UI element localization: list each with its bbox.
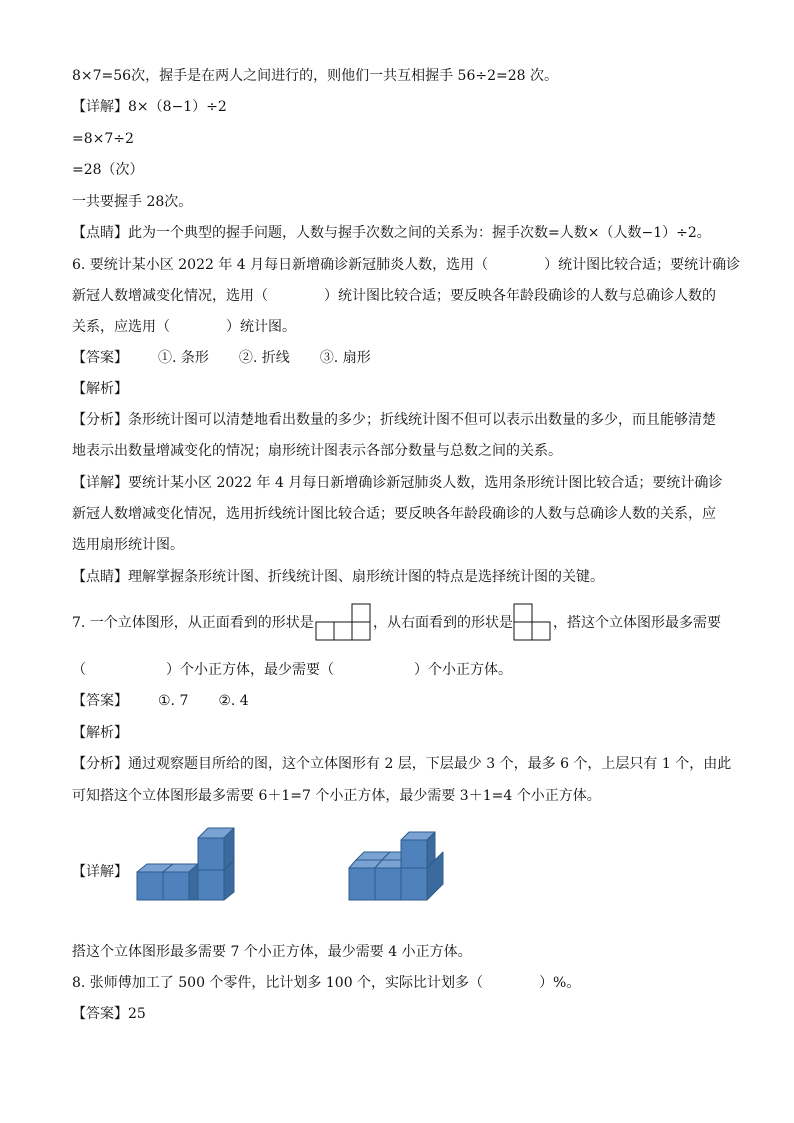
q6-text-c: 新冠人数增减变化情况，选用（ [72, 288, 268, 304]
q7-answer [72, 691, 249, 711]
q6-text-b: ）统计图比较合适；要统计确诊 [544, 257, 741, 273]
q8-answer-value: 25 [128, 1006, 146, 1022]
comment-text: 此为一个典型的握手问题，人数与握手次数之间的关系为：握手次数=人数×（人数−1）÷2。 [128, 225, 711, 241]
q8-text-b: ）%。 [539, 975, 581, 991]
q7-answer-1: ①. 7 [158, 693, 189, 709]
q7-text-c: ，搭这个立体图形最多需要 [553, 615, 721, 631]
prev-conclusion: 一共要握手 28次。 [72, 194, 193, 210]
q7-fenxi-1 [72, 754, 731, 774]
q7-text-b: ，从右面看到的形状是 [373, 615, 513, 631]
prev-detail [72, 97, 227, 117]
cube-face-front [198, 838, 224, 870]
fenxi-label: 【分析】 [72, 412, 128, 428]
q6-line3 [72, 317, 296, 337]
cube-face-front [375, 868, 401, 900]
q6-answer [72, 348, 371, 368]
answer-label: 【答案】 [72, 693, 128, 709]
cube-figure-left [134, 822, 244, 904]
q7-text-e: ）个小正方体，最少需要（ [166, 662, 334, 678]
cube-face-front [163, 872, 189, 900]
q6-fenxi-text-1: 条形统计图可以清楚地看出数量的多少；折线统计图不但可以表示出数量的多少，而且能够清楚 [128, 412, 716, 428]
q6-fenxi-1 [72, 410, 716, 430]
q7-line1 [72, 613, 314, 633]
q6-detail-1 [72, 473, 722, 493]
q7-fenxi-2: 可知搭这个立体图形最多需要 6＋1=7 个小正方体，最少需要 3＋1=4 个小正方体。 [72, 788, 601, 804]
q8-line1 [72, 973, 580, 993]
comment-label: 【点睛】 [72, 225, 128, 241]
q7-fenxi-text-1: 通过观察题目所给的图，这个立体图形有 2 层，下层最少 3 个，最多 6 个，上层只有 1 个，由此 [128, 756, 732, 772]
right-view-figure [513, 603, 553, 641]
q7-text-f: ）个小正方体。 [414, 662, 512, 678]
detail-label: 【详解】 [72, 99, 128, 115]
front-view-figure [315, 603, 373, 641]
q6-line2 [72, 286, 716, 306]
q6-fenxi-2: 地表示出数量增减变化的情况；扇形统计图表示各部分数量与总数之间的关系。 [72, 443, 562, 459]
q6-answer-3: ③. 扇形 [319, 350, 371, 366]
q7-detail-label: 【详解】 [72, 864, 128, 880]
prev-comment [72, 223, 711, 243]
q6-answer-1: ①. 条形 [158, 350, 209, 366]
cube-face-front [401, 868, 427, 900]
prev-step3: =28（次） [72, 162, 144, 178]
prev-line1: 8×7=56次，握手是在两人之间进行的，则他们一共互相握手 56÷2=28 次。 [72, 68, 558, 84]
q7-text-a: 7. 一个立体图形，从正面看到的形状是 [72, 615, 314, 631]
q6-text-d: ）统计图比较合适；要反映各年龄段确诊的人数与总确诊人数的 [324, 288, 716, 304]
q7-analysis-label: 【解析】 [72, 725, 128, 741]
q7-line2 [72, 660, 512, 680]
q8-text-a: 8. 张师傅加工了 500 个零件，比计划多 100 个，实际比计划多（ [72, 975, 484, 991]
answer-label: 【答案】 [72, 1006, 128, 1022]
q6-detail-2: 新冠人数增减变化情况，选用折线统计图比较合适；要反映各年龄段确诊的人数与总确诊人数的关系，应 [72, 506, 716, 522]
cube-figure-right [346, 826, 448, 904]
q7-text-d: （ [72, 662, 86, 678]
q6-comment [72, 567, 604, 587]
cube-face-front [198, 870, 224, 900]
q6-detail-text-1: 要统计某小区 2022 年 4 月每日新增确诊新冠肺炎人数，选用条形统计图比较合适；要统计确诊 [128, 475, 723, 491]
cube-face-front [401, 840, 427, 868]
q6-text-a: 6. 要统计某小区 2022 年 4 月每日新增确诊新冠肺炎人数，选用（ [72, 257, 489, 273]
cube-face-front [137, 872, 163, 900]
prev-step2: =8×7÷2 [72, 131, 134, 147]
q6-line1 [72, 255, 740, 275]
q8-answer [72, 1004, 146, 1024]
q6-comment-text: 理解掌握条形统计图、折线统计图、扇形统计图的特点是选择统计图的关键。 [128, 569, 604, 585]
q6-answer-2: ②. 折线 [238, 350, 290, 366]
q6-analysis-label: 【解析】 [72, 381, 128, 397]
q6-text-f: ）统计图。 [226, 319, 296, 335]
q7-answer-2: ②. 4 [218, 693, 249, 709]
detail-expression: 8×（8−1）÷2 [128, 99, 227, 115]
q6-text-e: 关系，应选用（ [72, 319, 170, 335]
comment-label: 【点睛】 [72, 569, 128, 585]
q6-detail-3: 选用扇形统计图。 [72, 537, 184, 553]
q7-conclusion: 搭这个立体图形最多需要 7 个小正方体，最少需要 4 小正方体。 [72, 944, 472, 960]
answer-label: 【答案】 [72, 350, 128, 366]
fenxi-label: 【分析】 [72, 756, 128, 772]
cube-face-front [349, 868, 375, 900]
detail-label: 【详解】 [72, 475, 128, 491]
